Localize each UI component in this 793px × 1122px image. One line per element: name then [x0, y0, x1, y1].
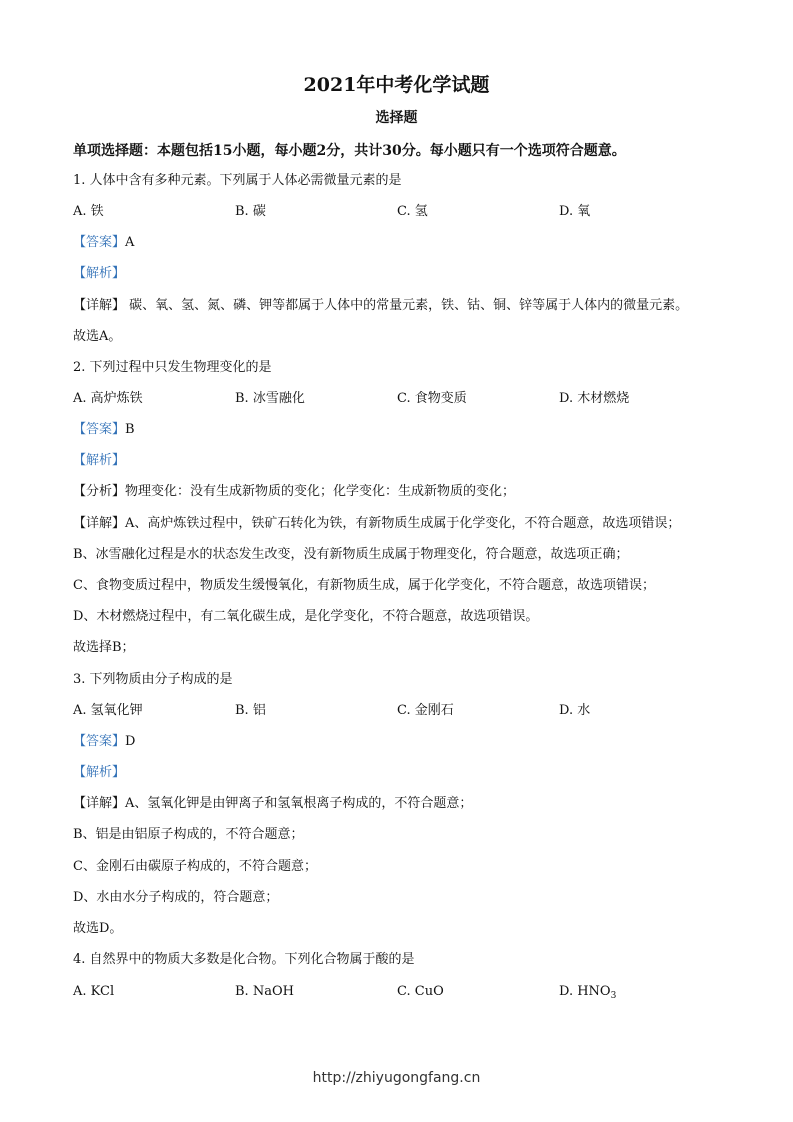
question-2-option-d: D. 木材燃烧: [559, 391, 630, 406]
question-2-option-b: B. 冰雪融化: [235, 391, 305, 406]
question-4-option-b: B. NaOH: [235, 984, 294, 999]
question-4-option-a: A. KCl: [73, 984, 115, 999]
question-2-option-a: A. 高炉炼铁: [73, 391, 143, 406]
question-2-detail: 【详解】A、高炉炼铁过程中，铁矿石转化为铁，有新物质生成属于化学变化，不符合题意，故选项错误；: [73, 516, 681, 531]
question-1-detail: 【详解】 碳、氧、氢、氮、磷、钾等都属于人体中的常量元素，铁、钴、铜、锌等属于人体内的微量元素。: [73, 298, 689, 313]
answer-value: A: [125, 235, 135, 250]
question-2-option-c: C. 食物变质: [397, 391, 467, 406]
question-1-option-c: C. 氢: [397, 204, 428, 219]
answer-label: 【答案】: [73, 235, 126, 250]
question-2-answer: [73, 421, 135, 439]
section-instruction: 单项选择题：本题包括15小题，每小题2分，共计30分。每小题只有一个选项符合题意。: [73, 143, 626, 159]
question-3-stem: 3. 下列物质由分子构成的是: [73, 672, 233, 687]
option-d-subscript: 3: [610, 991, 617, 1001]
question-3-detail-b: B、铝是由铝原子构成的，不符合题意；: [73, 827, 304, 842]
page-title: 2021年中考化学试题: [303, 74, 490, 96]
question-1-answer: [73, 234, 134, 252]
question-3-detail-d: D、水由水分子构成的，符合题意；: [73, 890, 279, 905]
question-3-conclusion: 故选D。: [73, 921, 123, 936]
question-1-stem: 1. 人体中含有多种元素。下列属于人体必需微量元素的是: [73, 173, 402, 188]
question-2-stem: 2. 下列过程中只发生物理变化的是: [73, 360, 272, 375]
question-2-detail-c: C、食物变质过程中，物质发生缓慢氧化，有新物质生成，属于化学变化，不符合题意，故选项错误；: [73, 578, 655, 593]
question-4-option-d: [559, 983, 616, 1005]
question-4-option-c: C. CuO: [397, 984, 444, 999]
question-1-option-b: B. 碳: [235, 204, 266, 219]
question-2-detail-d: D、木材燃烧过程中，有二氧化碳生成，是化学变化，不符合题意，故选项错误。: [73, 609, 539, 624]
question-3-detail: 【详解】A、氢氧化钾是由钾离子和氢氧根离子构成的，不符合题意；: [73, 796, 473, 811]
question-3-option-c: C. 金刚石: [397, 703, 454, 718]
option-d-text: D. HNO: [559, 984, 611, 999]
question-3-option-d: D. 水: [559, 703, 591, 718]
footer-url: http://zhiyugongfang.cn: [312, 1070, 481, 1086]
answer-label: 【答案】: [73, 422, 126, 437]
question-1-option-a: A. 铁: [73, 204, 104, 219]
question-2-conclusion: 故选择B；: [73, 640, 135, 655]
question-1-conclusion: 故选A。: [73, 329, 122, 344]
question-3-option-a: A. 氢氧化钾: [73, 703, 143, 718]
question-1-option-d: D. 氧: [559, 204, 591, 219]
answer-value: D: [125, 734, 136, 749]
question-2-fenxi: 【分析】物理变化：没有生成新物质的变化；化学变化：生成新物质的变化；: [73, 484, 516, 499]
question-4-stem: 4. 自然界中的物质大多数是化合物。下列化合物属于酸的是: [73, 952, 415, 967]
question-1-analysis-label: 【解析】: [73, 266, 126, 281]
question-2-analysis-label: 【解析】: [73, 453, 126, 468]
question-2-detail-b: B、冰雪融化过程是水的状态发生改变，没有新物质生成属于物理变化，符合题意，故选项正确；: [73, 547, 629, 562]
question-3-answer: [73, 733, 135, 751]
question-3-detail-c: C、金刚石由碳原子构成的，不符合题意；: [73, 859, 317, 874]
section-title: 选择题: [375, 110, 418, 126]
answer-value: B: [125, 422, 135, 437]
question-3-analysis-label: 【解析】: [73, 765, 126, 780]
answer-label: 【答案】: [73, 734, 126, 749]
question-3-option-b: B. 铝: [235, 703, 266, 718]
